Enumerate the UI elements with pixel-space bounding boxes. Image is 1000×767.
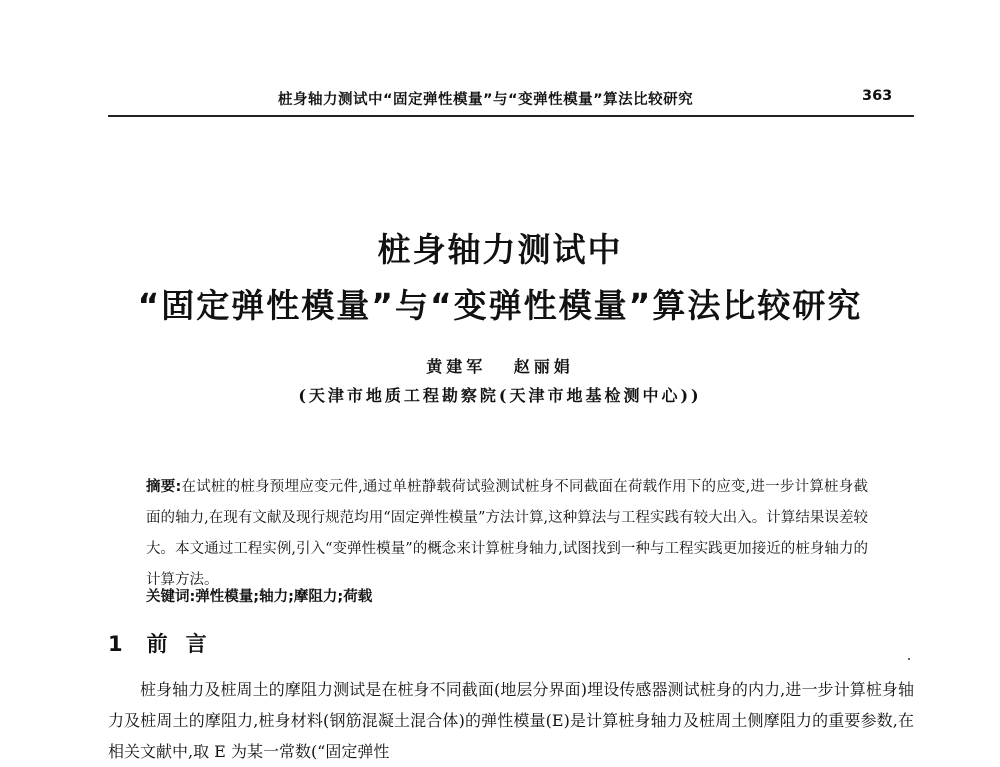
authors: 黄建军 赵丽娟 [426, 357, 574, 376]
running-title: 桩身轴力测试中“固定弹性模量”与“变弹性模量”算法比较研究 [278, 92, 694, 108]
section-heading [108, 628, 225, 658]
section-number: 1 [108, 632, 123, 656]
abstract-label: 摘要: [146, 479, 182, 495]
affiliation: (天津市地质工程勘察院(天津市地基检测中心)) [298, 386, 702, 405]
scan-speck [908, 658, 910, 660]
header-rule [108, 115, 914, 117]
title-line-1: 桩身轴力测试中 [377, 230, 623, 269]
page-number: 363 [862, 88, 893, 104]
body-text [108, 674, 914, 767]
paper-title [0, 222, 1000, 334]
keywords: 关键词:弹性模量;轴力;摩阻力;荷载 [146, 589, 373, 605]
abstract-text: 在试桩的桩身预埋应变元件,通过单桩静载荷试验测试桩身不同截面在荷载作用下的应变,进一步计算桩身截面的轴力,在现有文献及现行规范均用“固定弹性模量”方法计算,这种算法与工程实践有较大出入。计算结果误差较大。本文通过工程实例,引入“变弹性模量”的概念来计算桩身轴力,试图找到一种与工程实践更加接近的桩身轴力的计算方法。 [146, 479, 868, 588]
abstract [146, 472, 868, 596]
running-head [0, 88, 1000, 110]
section-title: 前言 [146, 632, 225, 656]
body-paragraph: 桩身轴力及桩周土的摩阻力测试是在桩身不同截面(地层分界面)埋设传感器测试桩身的内力,进一步计算桩身轴力及桩周土的摩阻力,桩身材料(钢筋混凝土混合体)的弹性模量(E)是计算桩身轴力及桩周土侧摩阻力的重要参数,在相关文献中,取 E 为某一常数(“固定弹性 [108, 680, 914, 761]
title-line-2: “固定弹性模量”与“变弹性模量”算法比较研究 [137, 286, 863, 325]
